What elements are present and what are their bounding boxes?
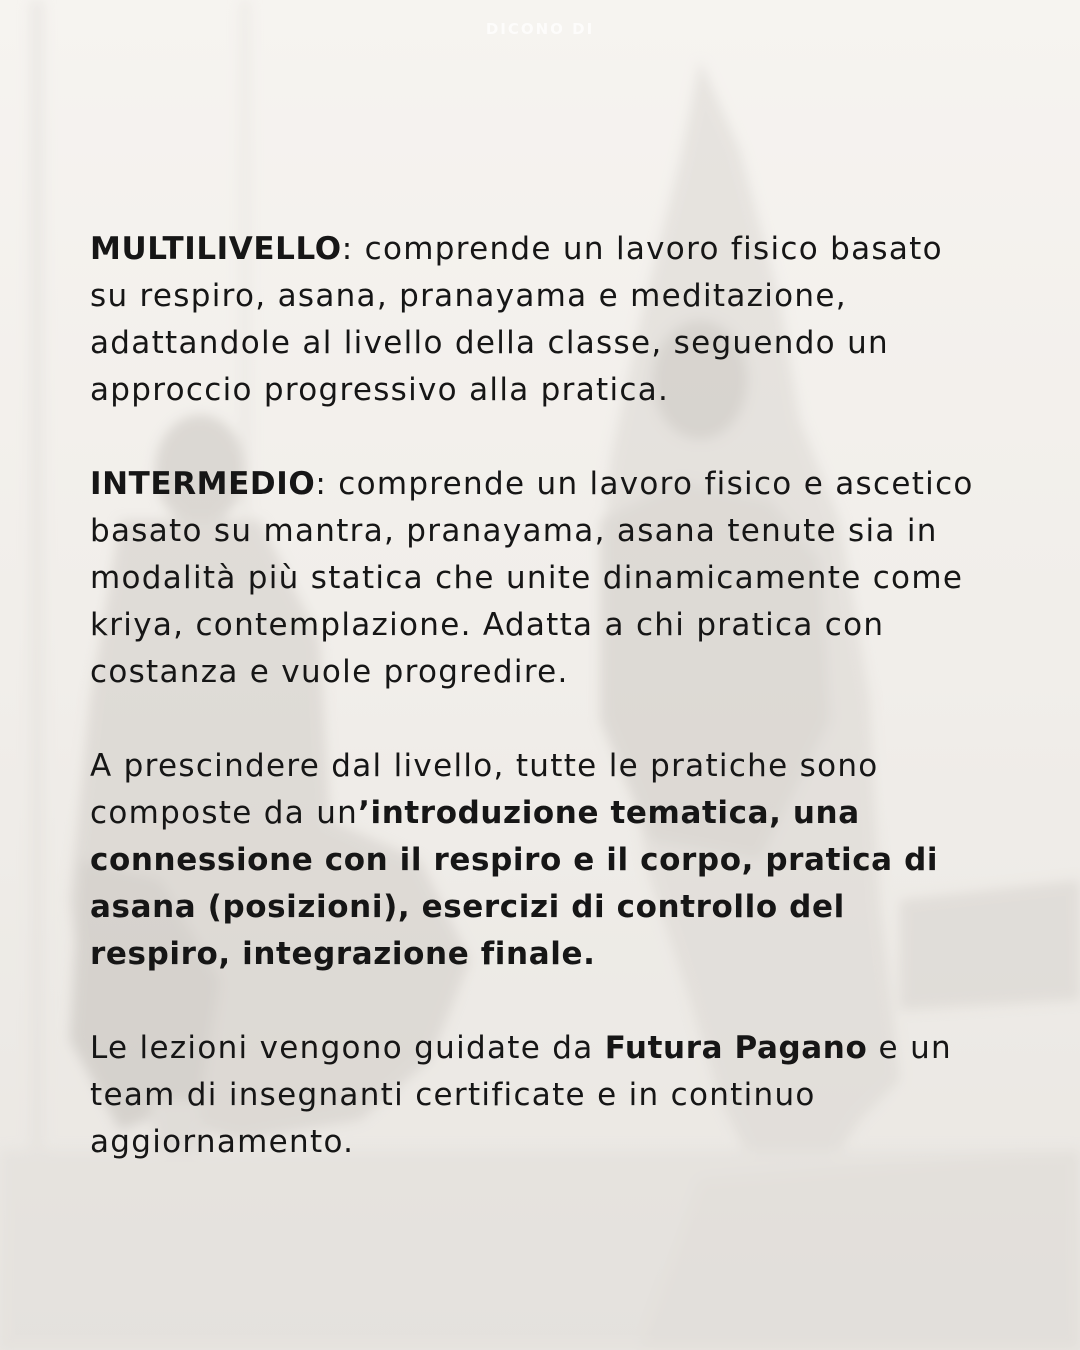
paragraph-insegnanti — [90, 1025, 990, 1166]
paragraph-multilivello — [90, 226, 990, 414]
teacher-name: Futura Pagano — [604, 1030, 868, 1066]
paragraph-intermedio — [90, 461, 990, 696]
paragraph-struttura — [90, 743, 990, 978]
body-text — [90, 226, 990, 1166]
header-label: DICONO DI — [485, 20, 595, 38]
text-struttura-intro: A prescindere dal livello, tutte le pratiche sono composte da un — [90, 748, 879, 831]
text-insegnanti-outro: e un team di insegnanti certificate e in continuo aggiornamento. — [90, 1030, 952, 1160]
text-intermedio: : comprende un lavoro fisico e ascetico basato su mantra, pranayama, asana tenute sia in modalità più statica che unite dinamicamente come kriya, contemplazione. Adatta a chi pratica con costanza e vuole progredire. — [90, 466, 974, 690]
term-multilivello: MULTILIVELLO — [90, 231, 342, 267]
term-intermedio: INTERMEDIO — [90, 466, 316, 502]
text-insegnanti-intro: Le lezioni vengono guidate da — [90, 1030, 605, 1066]
text-struttura-bold: ’introduzione tematica, una connessione con il respiro e il corpo, pratica di asana (posizioni), esercizi di controllo del respiro, integrazione finale. — [90, 795, 939, 972]
text-multilivello: : comprende un lavoro fisico basato su respiro, asana, pranayama e meditazione, adattandole al livello della classe, seguendo un approccio progressivo alla pratica. — [90, 231, 943, 408]
